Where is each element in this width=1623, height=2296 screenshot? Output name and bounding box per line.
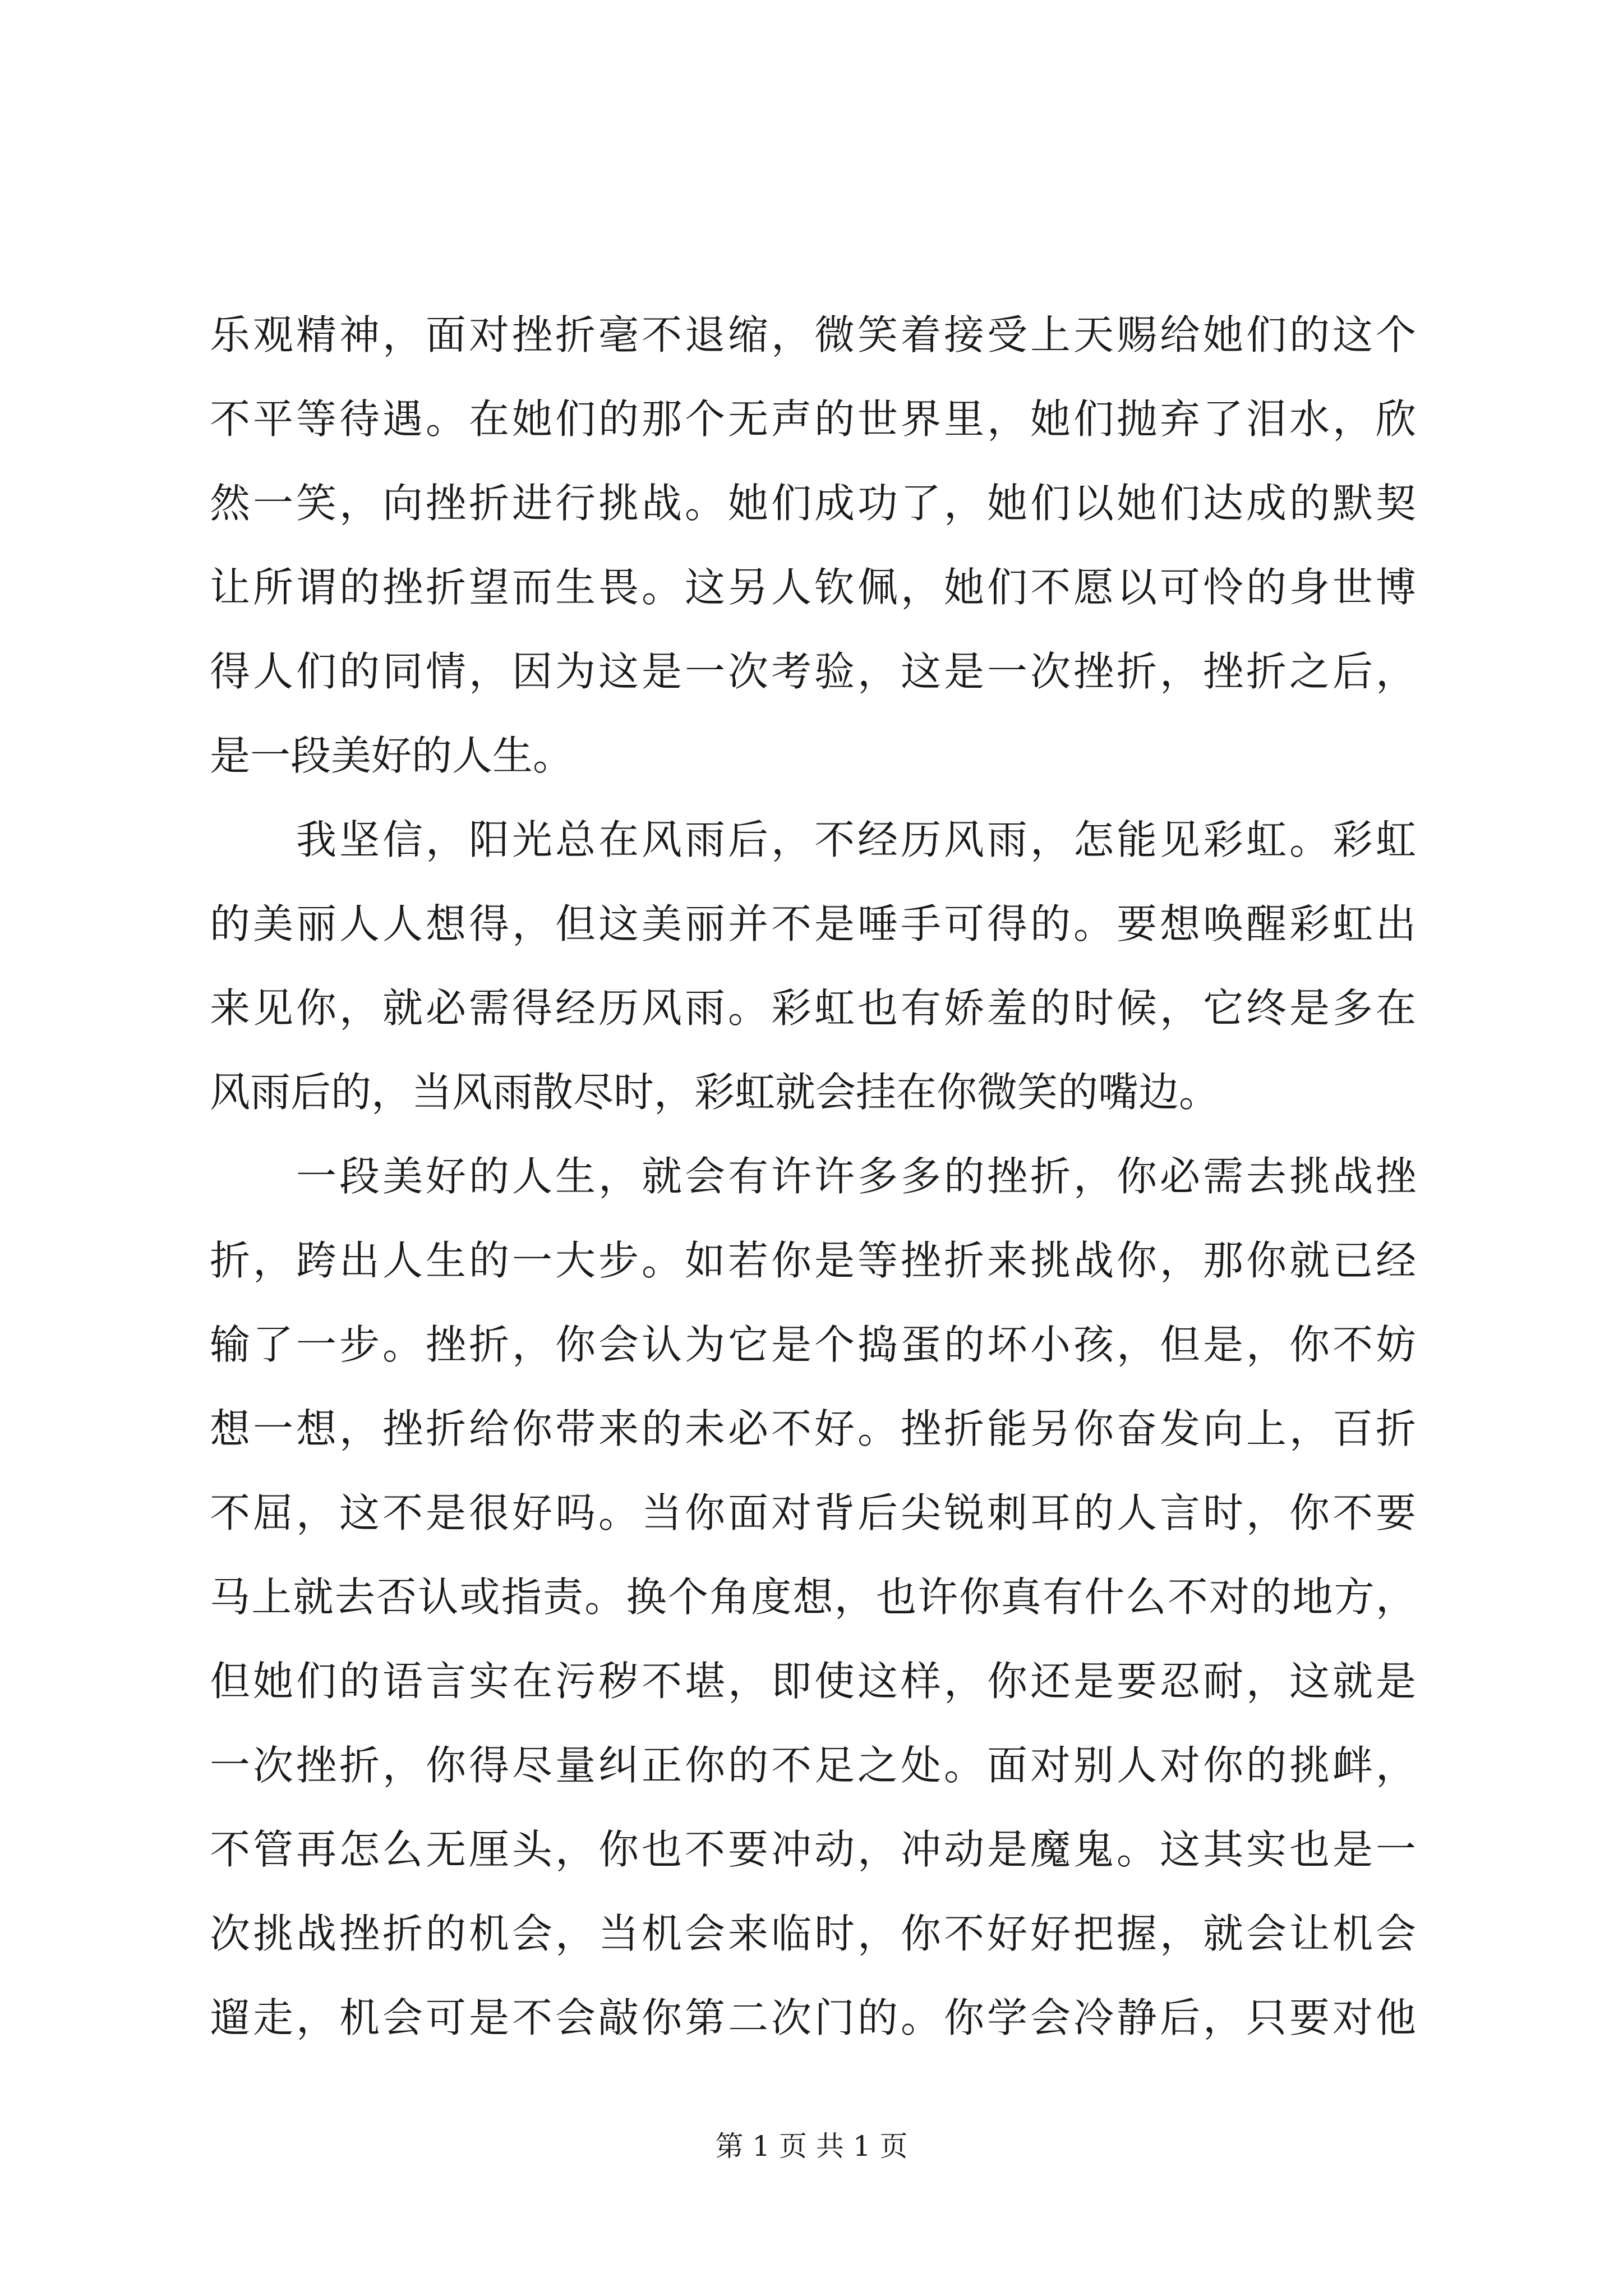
text-line: 风雨后的，当风雨散尽时，彩虹就会挂在你微笑的嘴边。 <box>210 1069 1220 1116</box>
text-line: 但她们的语言实在污秽不堪，即使这样，你还是要忍耐，这就是 <box>210 1658 1416 1705</box>
text-line: 乐观精神，面对挫折毫不退缩，微笑着接受上天赐给她们的这个 <box>210 311 1416 358</box>
text-line: 让所谓的挫折望而生畏。这另人钦佩，她们不愿以可怜的身世博 <box>210 564 1416 611</box>
paragraph-2 <box>210 798 1416 1134</box>
text-line: 不管再怎么无厘头，你也不要冲动，冲动是魔鬼。这其实也是一 <box>210 1826 1416 1873</box>
text-line: 然一笑，向挫折进行挑战。她们成功了，她们以她们达成的默契 <box>210 480 1416 527</box>
text-line: 一次挫折，你得尽量纠正你的不足之处。面对别人对你的挑衅， <box>210 1742 1416 1789</box>
text-line: 不屈，这不是很好吗。当你面对背后尖锐刺耳的人言时，你不要 <box>210 1489 1416 1536</box>
text-line: 一段美好的人生，就会有许许多多的挫折，你必需去挑战挫 <box>296 1153 1416 1200</box>
text-line: 遛走，机会可是不会敲你第二次门的。你学会冷静后，只要对他 <box>210 1994 1416 2041</box>
text-line: 想一想，挫折给你带来的未必不好。挫折能另你奋发向上，百折 <box>210 1405 1416 1452</box>
text-line: 我坚信，阳光总在风雨后，不经历风雨，怎能见彩虹。彩虹 <box>296 816 1416 863</box>
text-line: 不平等待遇。在她们的那个无声的世界里，她们抛弃了泪水，欣 <box>210 395 1416 443</box>
text-line: 输了一步。挫折，你会认为它是个捣蛋的坏小孩，但是，你不妨 <box>210 1321 1416 1368</box>
text-line: 次挑战挫折的机会，当机会来临时，你不好好把握，就会让机会 <box>210 1910 1416 1957</box>
paragraph-1 <box>210 293 1416 798</box>
paragraph-3 <box>210 1134 1416 2060</box>
text-line: 马上就去否认或指责。换个角度想，也许你真有什么不对的地方， <box>210 1573 1416 1621</box>
document-body <box>210 293 1416 2060</box>
text-line: 的美丽人人想得，但这美丽并不是唾手可得的。要想唤醒彩虹出 <box>210 900 1416 947</box>
page-footer: 第 1 页 共 1 页 <box>715 2130 908 2162</box>
text-line: 得人们的同情，因为这是一次考验，这是一次挫折，挫折之后， <box>210 648 1416 695</box>
text-line: 折，跨出人生的一大步。如若你是等挫折来挑战你，那你就已经 <box>210 1237 1416 1284</box>
text-line: 是一段美好的人生。 <box>210 732 574 779</box>
text-line: 来见你，就必需得经历风雨。彩虹也有娇羞的时候，它终是多在 <box>210 984 1416 1032</box>
